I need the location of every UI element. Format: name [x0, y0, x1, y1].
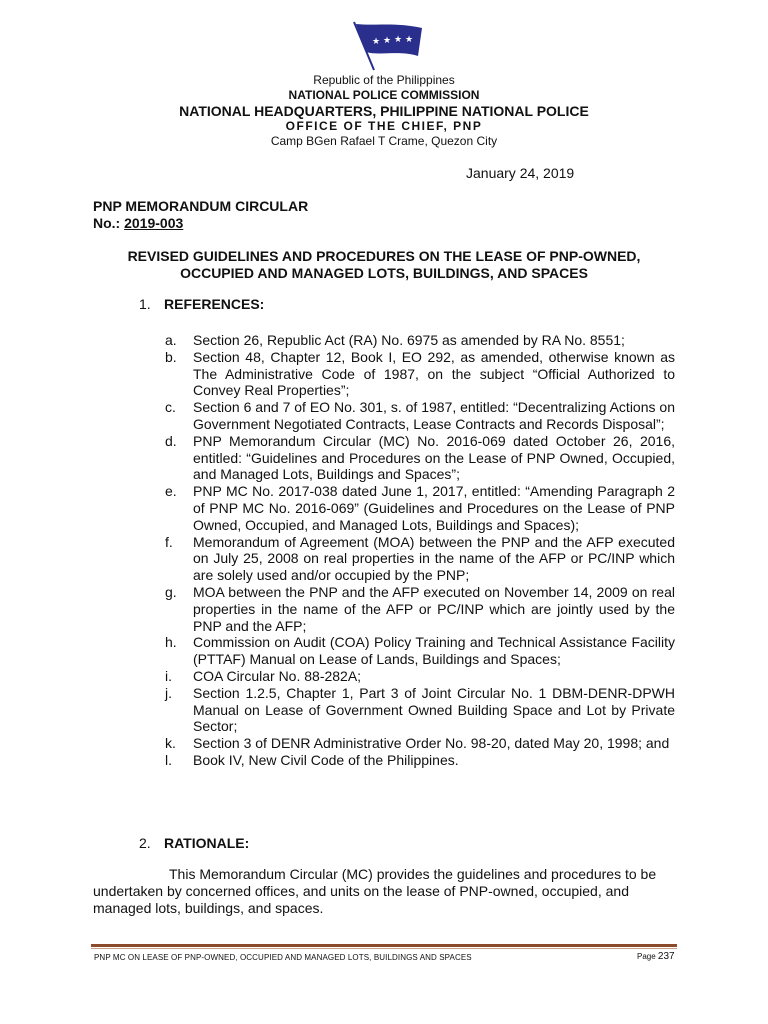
section-rationale-heading — [139, 835, 249, 852]
rationale-text: This Memorandum Circular (MC) provides the guidelines and procedures to be undertaken by concerned offices, and units on the lease of PNP-owned, occupied, and managed lots, buildings, and spaces. — [93, 866, 657, 916]
letterhead-republic: Republic of the Philippines — [313, 73, 455, 87]
references-list — [165, 332, 675, 769]
section-number: 1. — [139, 296, 151, 312]
document-subject — [93, 248, 675, 282]
list-item: f. Memorandum of Agreement (MOA) between the PNP and the AFP executed on July 25, 2008 on real properties in the name of the AFP or PC/INP which are solely used and/or occupied by the PNP; — [165, 533, 675, 584]
pnp-flag-icon — [352, 20, 424, 72]
list-item: h. Commission on Audit (COA) Policy Training and Technical Assistance Facility (PTTAF) Manual on Lease of Lands, Buildings and Spaces; — [165, 634, 675, 668]
list-item: a. Section 26, Republic Act (RA) No. 6975 as amended by RA No. 8551; — [165, 332, 625, 348]
list-item: l. Book IV, New Civil Code of the Philippines. — [165, 751, 459, 768]
letterhead-napolcom: NATIONAL POLICE COMMISSION — [288, 88, 480, 102]
list-item: g. MOA between the PNP and the AFP executed on November 14, 2009 on real properties in the name of the AFP or PC/INP which are jointly used by the PNP and the AFP; — [165, 583, 675, 634]
rationale-paragraph — [93, 866, 675, 917]
section-number: 2. — [139, 835, 151, 851]
footer-rule — [91, 944, 677, 947]
list-item: j. Section 1.2.5, Chapter 1, Part 3 of Joint Circular No. 1 DBM-DENR-DPWH Manual on Lease of Government Owned Building Space and Lot by Private Sector; — [165, 684, 675, 735]
circular-number: 2019-003 — [124, 215, 184, 231]
svg-text:★: ★ — [383, 36, 392, 46]
subject-line-2: OCCUPIED AND MANAGED LOTS, BUILDINGS, AND SPACES — [180, 265, 588, 281]
footer-rule-thin — [91, 948, 677, 949]
svg-text:★: ★ — [394, 35, 403, 45]
list-item: k. Section 3 of DENR Administrative Order No. 98-20, dated May 20, 1998; and — [165, 735, 670, 752]
circular-number-line — [93, 215, 308, 232]
letterhead-office: OFFICE OF THE CHIEF, PNP — [285, 119, 483, 133]
section-references-heading — [139, 296, 264, 313]
list-item: d. PNP Memorandum Circular (MC) No. 2016-069 dated October 26, 2016, entitled: “Guidelines and Procedures on the Lease of PNP Owned, Occupied, and Managed Lots, Buildings and Spaces”; — [165, 432, 675, 483]
svg-text:★: ★ — [372, 37, 381, 47]
letterhead — [0, 73, 768, 149]
letterhead-nhq: NATIONAL HEADQUARTERS, PHILIPPINE NATIONAL POLICE — [179, 103, 589, 119]
document-date: January 24, 2019 — [466, 165, 575, 181]
letterhead-address: Camp BGen Rafael T Crame, Quezon City — [270, 134, 498, 148]
footer-page-number: 237 — [657, 951, 675, 962]
circular-title: PNP MEMORANDUM CIRCULAR — [93, 198, 309, 214]
list-item: b. Section 48, Chapter 12, Book I, EO 292, as amended, otherwise known as The Administrative Code of 1987, on the subject “Official Authorized to Convey Real Properties”; — [165, 348, 675, 399]
svg-text:★: ★ — [405, 35, 414, 45]
section-label: RATIONALE: — [164, 835, 250, 851]
circular-number-label: No.: — [93, 215, 125, 231]
list-item: c. Section 6 and 7 of EO No. 301, s. of 1987, entitled: “Decentralizing Actions on Government Negotiated Contracts, Lease Contracts and Records Disposal”; — [165, 399, 675, 432]
footer-page-label: Page — [637, 952, 658, 961]
list-item: e. PNP MC No. 2017-038 dated June 1, 2017, entitled: “Amending Paragraph 2 of PNP MC No. 2016-069” (Guidelines and Procedures on the Lease of PNP Owned, Occupied, and Managed Lots, Buildings and Spaces); — [165, 483, 675, 533]
footer-title: PNP MC ON LEASE OF PNP-OWNED, OCCUPIED AND MANAGED LOTS, BUILDINGS AND SPACES — [94, 953, 472, 962]
footer-page — [637, 951, 675, 962]
list-item: i. COA Circular No. 88-282A; — [165, 667, 362, 684]
circular-id — [93, 198, 308, 232]
subject-line-1: REVISED GUIDELINES AND PROCEDURES ON THE LEASE OF PNP-OWNED, — [127, 248, 641, 264]
section-label: REFERENCES: — [164, 296, 265, 312]
